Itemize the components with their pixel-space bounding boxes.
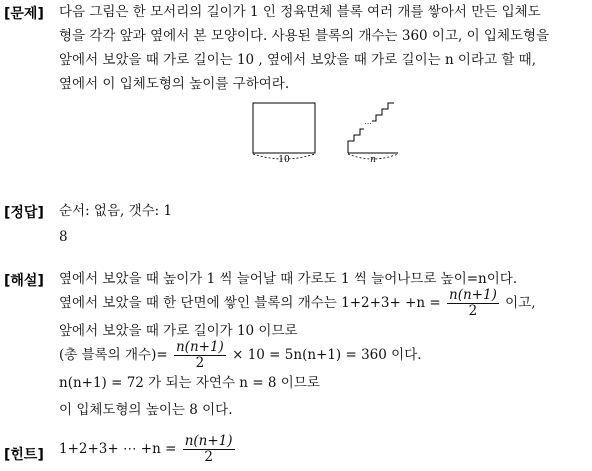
explanation-label: [해설] xyxy=(4,273,44,289)
explanation-line-2-text: 옆에서 보았을 때 한 단면에 쌓인 블록의 개수는 1+2+3+ +n = xyxy=(59,295,441,311)
explanation-line-6: 이 입체도형의 높이는 8 이다. xyxy=(59,402,233,418)
hint-fraction-numerator: n(n+1) xyxy=(184,433,233,449)
total-fraction-denominator: 2 xyxy=(195,355,205,371)
answer-value: 8 xyxy=(59,229,68,245)
total-fraction xyxy=(174,340,226,371)
problem-line-1: 다음 그림은 한 모서리의 길이가 1 인 정육면체 블록 여러 개를 쌓아서 만든 입체도 xyxy=(59,4,541,20)
svg-text:⋯: ⋯ xyxy=(364,120,372,128)
explanation-line-2-end: 이고, xyxy=(505,295,536,311)
front-view xyxy=(253,103,315,165)
explanation-line-4-end: × 10 = 5n(n+1) = 360 이다. xyxy=(232,347,422,363)
problem-label: [문제] xyxy=(4,6,44,22)
side-width-label: n xyxy=(370,155,376,165)
explanation-line-1: 옆에서 보았을 때 높이가 1 씩 늘어날 때 가로도 1 씩 늘어나므로 높이=n이다. xyxy=(59,271,518,287)
problem-line-2: 형을 각각 앞과 옆에서 본 모양이다. 사용된 블록의 개수는 360 이고, 이 입체도형을 xyxy=(59,28,550,44)
explanation-line-2 xyxy=(59,288,536,319)
explanation-line-3: 앞에서 보았을 때 가로 길이가 10 이므로 xyxy=(59,323,298,339)
hint-expression-text: 1+2+3+ ⋯ +n = xyxy=(59,441,177,457)
total-fraction-numerator: n(n+1) xyxy=(175,339,224,355)
answer-line-1: 순서: 없음, 갯수: 1 xyxy=(59,203,173,219)
sum-fraction-numerator: n(n+1) xyxy=(449,287,497,303)
explanation-line-4 xyxy=(59,340,422,371)
explanation-line-4-text: (총 블록의 개수)= xyxy=(59,347,168,363)
hint-label: [힌트] xyxy=(4,447,44,463)
sum-fraction xyxy=(447,288,499,319)
hint-fraction xyxy=(183,434,235,465)
problem-line-4: 옆에서 이 입체도형의 높이를 구하여라. xyxy=(59,76,290,92)
explanation-line-5: n(n+1) = 72 가 되는 자연수 n = 8 이므로 xyxy=(59,375,320,391)
side-view xyxy=(348,103,398,165)
sum-fraction-denominator: 2 xyxy=(468,303,478,319)
block-figures xyxy=(248,98,408,166)
hint-fraction-denominator: 2 xyxy=(204,449,213,465)
answer-label: [정답] xyxy=(4,205,44,221)
problem-line-3: 앞에서 보았을 때 가로 길이는 10 , 옆에서 보았을 때 가로 길이는 n 이라고 할 때, xyxy=(59,52,537,68)
front-width-label: 10 xyxy=(278,155,290,165)
hint-expression xyxy=(59,434,237,465)
